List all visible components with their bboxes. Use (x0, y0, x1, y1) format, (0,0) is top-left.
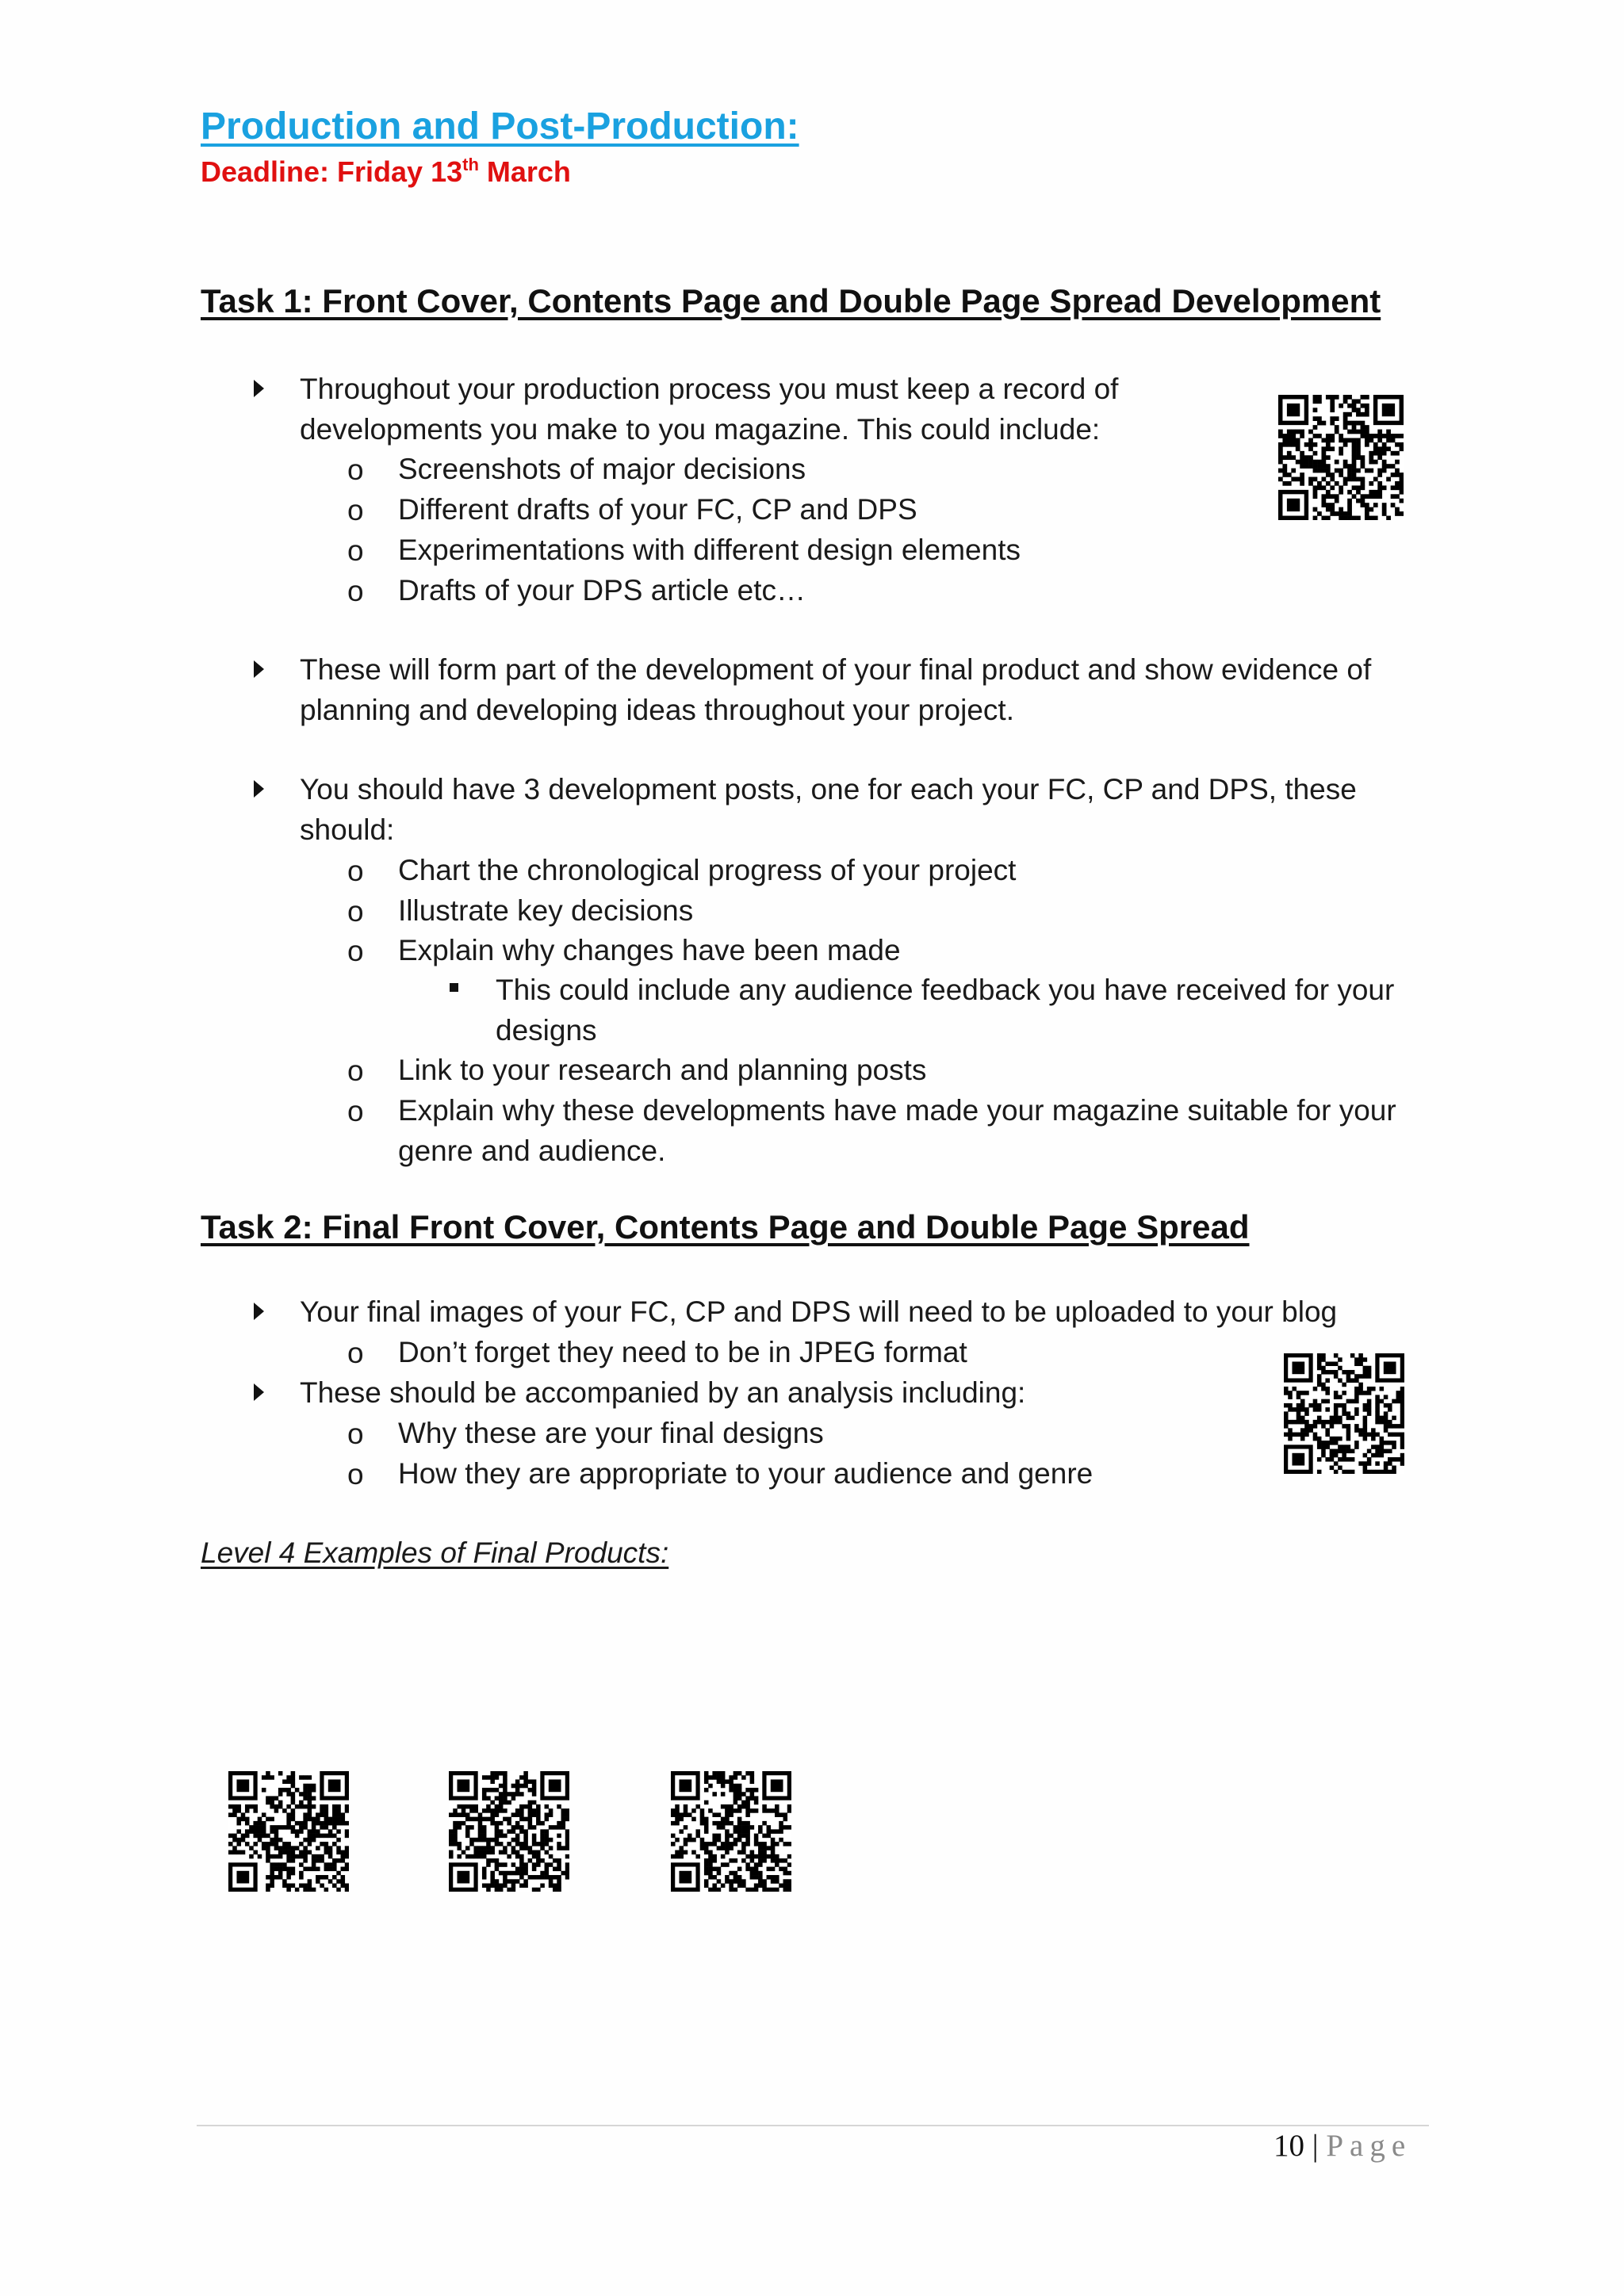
qr-code-icon[interactable] (449, 1771, 569, 1892)
square-bullet-icon (450, 983, 458, 992)
task1-bullet3-line2: should: (300, 813, 395, 846)
qr-code-icon[interactable] (1284, 1353, 1404, 1474)
circle-bullet-icon: o (347, 1337, 364, 1369)
deadline-superscript: th (462, 155, 479, 174)
task1-bullet3-last-line2: genre and audience. (398, 1135, 666, 1167)
circle-bullet-icon: o (347, 935, 364, 967)
circle-bullet-icon: o (347, 575, 364, 607)
qr-code-icon[interactable] (1278, 395, 1404, 520)
task1-heading: Task 1: Front Cover, Contents Page and Double Page Spread Development (201, 282, 1381, 320)
arrow-bullet-icon (254, 780, 264, 798)
arrow-bullet-icon (254, 380, 264, 397)
circle-bullet-icon: o (347, 855, 364, 887)
circle-bullet-icon: o (347, 1054, 364, 1087)
footer-separator: | (1304, 2129, 1327, 2163)
deadline (201, 155, 571, 189)
deadline-prefix: Deadline: Friday 13 (201, 155, 463, 188)
task1-bullet2-line2: planning and developing ideas throughout your project. (300, 694, 1014, 726)
task1-bullet1-sub3: Experimentations with different design elements (398, 534, 1021, 566)
task1-bullet3-sub2: Illustrate key decisions (398, 894, 694, 927)
circle-bullet-icon: o (347, 453, 364, 486)
task1-bullet1-sub2: Different drafts of your FC, CP and DPS (398, 493, 917, 526)
task1-bullet3-subsub-line1: This could include any audience feedback you have received for your (496, 974, 1395, 1006)
task1-bullet1-sub1: Screenshots of major decisions (398, 453, 806, 485)
footer-divider (197, 2125, 1429, 2126)
examples-label: Level 4 Examples of Final Products: (201, 1536, 669, 1569)
circle-bullet-icon: o (347, 895, 364, 928)
task1-bullet3-last-line1: Explain why these developments have made your magazine suitable for your (398, 1094, 1396, 1127)
task2-heading: Task 2: Final Front Cover, Contents Page and Double Page Spread (201, 1208, 1250, 1246)
deadline-suffix: March (478, 155, 571, 188)
circle-bullet-icon: o (347, 1095, 364, 1127)
task2-bullet1-sub: Don’t forget they need to be in JPEG format (398, 1336, 967, 1368)
circle-bullet-icon: o (347, 494, 364, 526)
page-number: 10 (1274, 2129, 1304, 2163)
task2-bullet2-sub2: How they are appropriate to your audience and genre (398, 1457, 1094, 1490)
arrow-bullet-icon (254, 1383, 264, 1401)
task2-bullet2-sub1: Why these are your final designs (398, 1417, 824, 1449)
task1-bullet3-line1: You should have 3 development posts, one for each your FC, CP and DPS, these (300, 773, 1357, 806)
task1-bullet3-subsub-line2: designs (496, 1014, 597, 1047)
task2-bullet2: These should be accompanied by an analysis including: (300, 1376, 1026, 1409)
qr-code-icon[interactable] (671, 1771, 791, 1892)
page-title: Production and Post-Production: (201, 105, 799, 147)
task1-bullet1-line1: Throughout your production process you must keep a record of (300, 373, 1119, 405)
page-label: Page (1326, 2129, 1412, 2163)
qr-code-icon[interactable] (228, 1771, 349, 1892)
task1-bullet3-sub3: Explain why changes have been made (398, 934, 901, 966)
arrow-bullet-icon (254, 660, 264, 678)
task1-bullet1-sub4: Drafts of your DPS article etc… (398, 574, 806, 607)
task2-bullet1: Your final images of your FC, CP and DPS will need to be uploaded to your blog (300, 1295, 1338, 1328)
page-footer (1274, 2128, 1411, 2164)
task1-bullet3-sub1: Chart the chronological progress of your project (398, 854, 1017, 886)
arrow-bullet-icon (254, 1303, 264, 1320)
circle-bullet-icon: o (347, 534, 364, 567)
task1-bullet2-line1: These will form part of the development of your final product and show evidence of (300, 653, 1372, 686)
task1-bullet1-line2: developments you make to you magazine. This could include: (300, 413, 1101, 446)
circle-bullet-icon: o (347, 1458, 364, 1490)
task1-bullet3-sub4: Link to your research and planning posts (398, 1054, 927, 1086)
circle-bullet-icon: o (347, 1418, 364, 1450)
